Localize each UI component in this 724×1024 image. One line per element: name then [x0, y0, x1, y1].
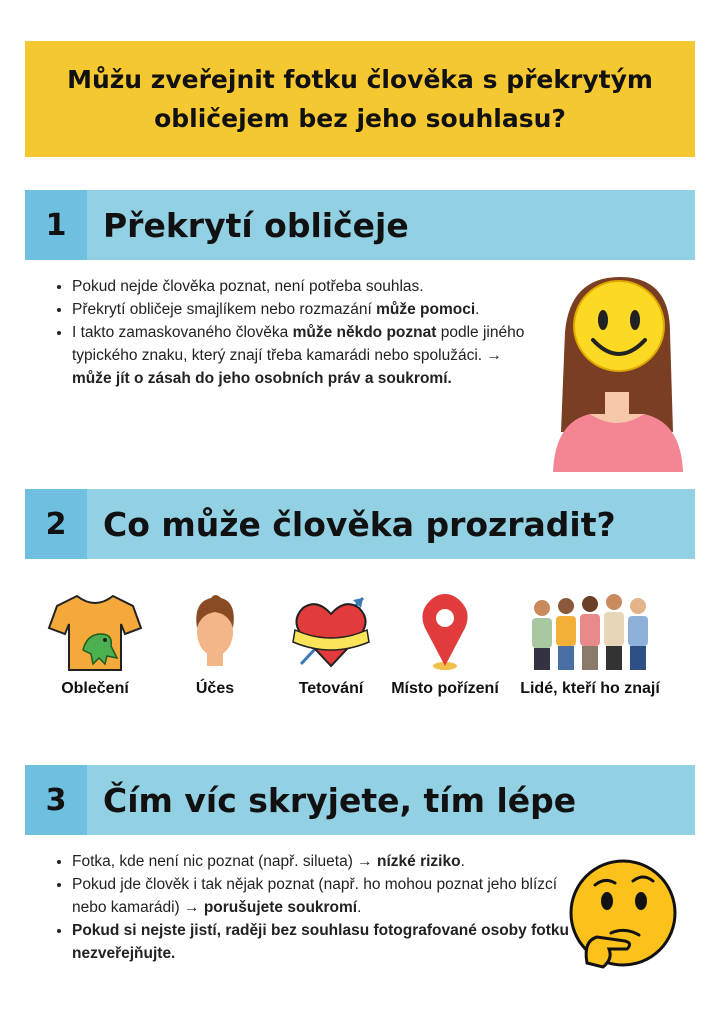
list-item: • Pokud jde člověk i tak nějak poznat (např. ho mohou poznat jeho blízcí nebo kamarádi) → porušujete soukromí.	[72, 873, 572, 919]
page-title: Můžu zveřejnit fotku člověka s překrytým obličejem bez jeho souhlasu?	[67, 65, 653, 133]
thinking-face-icon	[563, 855, 683, 975]
section-3-bullet-list	[50, 850, 572, 965]
group-of-people-icon	[520, 592, 660, 672]
item-label: Lidé, kteří ho znají	[520, 680, 660, 697]
section-2-header	[25, 489, 695, 559]
item-label: Místo pořízení	[391, 680, 499, 697]
section-2-number: 2	[25, 489, 87, 559]
item-clothing	[40, 592, 150, 700]
item-location	[390, 592, 500, 700]
girl-smiley-face-illustration	[545, 272, 687, 472]
section-2-title: Co může člověka prozradit?	[103, 504, 616, 544]
title-banner	[25, 41, 695, 157]
item-label: Oblečení	[61, 680, 129, 697]
section-3-title: Čím víc skryjete, tím lépe	[103, 780, 577, 820]
section-1-header	[25, 190, 695, 260]
tshirt-dinosaur-icon	[47, 592, 143, 672]
item-label: Účes	[195, 680, 235, 697]
item-hairstyle	[160, 592, 270, 700]
item-tattoo	[276, 592, 386, 700]
location-pin-icon	[417, 592, 473, 672]
heart-tattoo-icon	[289, 592, 373, 672]
section-3-number: 3	[25, 765, 87, 835]
section-1-title: Překrytí obličeje	[103, 205, 409, 245]
list-item: • Pokud si nejste jistí, raději bez souhlasu fotografované osoby fotku nezveřejňujte.	[72, 919, 572, 965]
section-1-number: 1	[25, 190, 87, 260]
item-people	[505, 592, 675, 700]
hairstyle-head-icon	[185, 592, 245, 672]
item-label: Tetování	[298, 680, 364, 697]
list-item: • Pokud nejde člověka poznat, není potřeba souhlas.	[72, 275, 542, 298]
section-1-bullet-list	[50, 275, 542, 390]
section-3-header	[25, 765, 695, 835]
list-item: • Překrytí obličeje smajlíkem nebo rozmazání může pomoci.	[72, 298, 542, 321]
list-item: • I takto zamaskovaného člověka může někdo poznat podle jiného typického znaku, který znají třeba kamarádi nebo spolužáci. → může jít o zásah do jeho osobních práv a soukromí.	[72, 321, 542, 390]
list-item: • Fotka, kde není nic poznat (např. silueta) → nízké riziko.	[72, 850, 572, 873]
